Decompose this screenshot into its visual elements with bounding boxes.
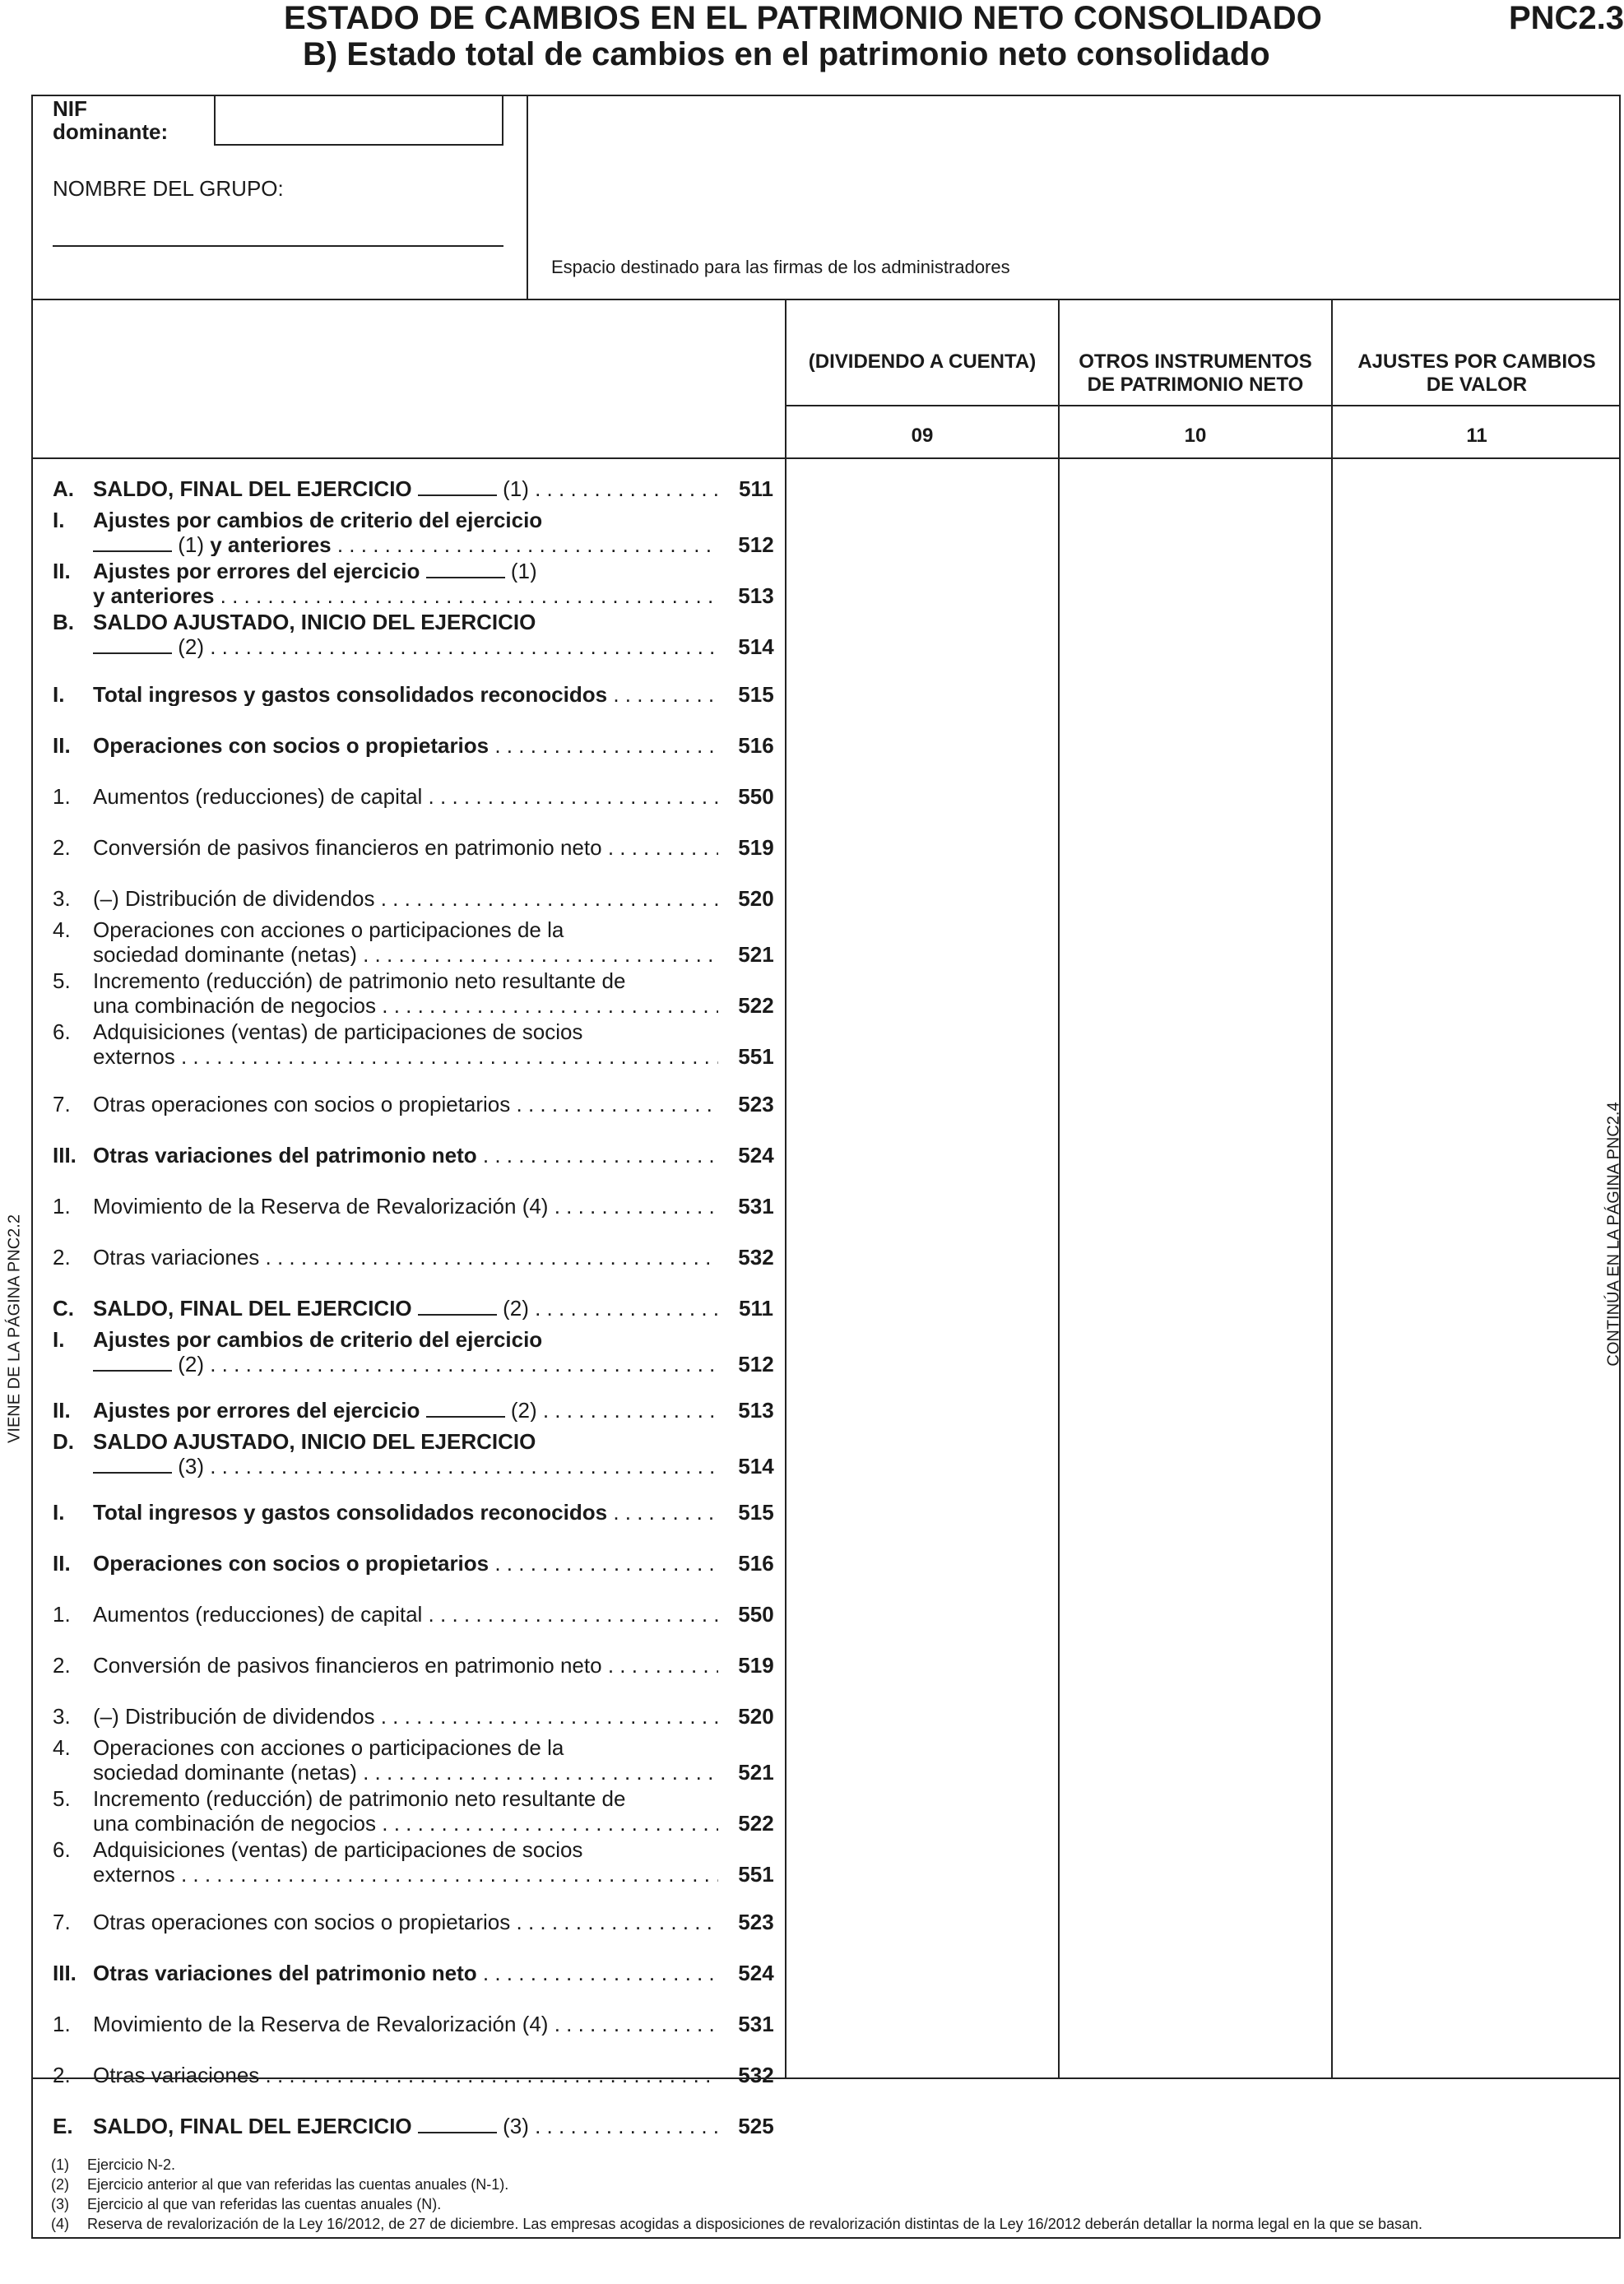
row-code: 531	[738, 1194, 774, 1219]
row-label: Otras variaciones . . .	[93, 2063, 718, 2087]
row-code: 515	[738, 682, 774, 707]
table-row	[53, 836, 785, 861]
table-row	[53, 1838, 785, 1887]
table-row	[53, 508, 785, 558]
table-row	[53, 1328, 785, 1377]
row-number: D.	[53, 1429, 74, 1454]
document-subtitle: B) Estado total de cambios en el patrimonio neto consolidado	[303, 36, 1270, 72]
row-label: Adquisiciones (ventas) de participaciones de socios	[93, 1838, 583, 1861]
row-code: 522	[738, 993, 774, 1018]
row-code: 514	[738, 1454, 774, 1479]
row-code: 550	[738, 784, 774, 809]
row-label-continued: y anteriores . . .	[93, 584, 718, 607]
row-label-continued: (1) y anteriores . . .	[93, 533, 718, 556]
table-row	[53, 1093, 785, 1117]
row-number: 6.	[53, 1837, 71, 1862]
row-number: II.	[53, 1551, 71, 1576]
document-title: ESTADO DE CAMBIOS EN EL PATRIMONIO NETO CONSOLIDADO	[284, 0, 1323, 36]
row-code: 513	[738, 1398, 774, 1423]
table-row	[53, 1961, 785, 1986]
table-row	[53, 1399, 785, 1423]
col-divider-3	[1331, 299, 1333, 2077]
table-row	[53, 1195, 785, 1219]
row-label: Aumentos (reducciones) de capital . . .	[93, 1603, 718, 1626]
row-label: Total ingresos y gastos consolidados reconocidos . . .	[93, 1501, 718, 1524]
row-code: 520	[738, 886, 774, 911]
row-code: 512	[738, 1352, 774, 1376]
period-blank[interactable]	[93, 534, 172, 552]
row-code: 551	[738, 1862, 774, 1887]
row-code: 519	[738, 1653, 774, 1678]
column-code-11: 11	[1466, 425, 1487, 447]
row-label: SALDO, FINAL DEL EJERCICIO (3) . . .	[93, 2115, 718, 2138]
period-blank[interactable]	[93, 636, 172, 654]
group-label: NOMBRE DEL GRUPO:	[53, 176, 284, 201]
table-row	[53, 969, 785, 1019]
row-number: III.	[53, 1961, 77, 1985]
row-number: 4.	[53, 917, 71, 942]
row-number: A.	[53, 476, 74, 501]
row-number: II.	[53, 559, 71, 583]
row-code: 524	[738, 1961, 774, 1985]
page-code: PNC2.3	[1508, 0, 1624, 36]
column-code-10: 10	[1184, 425, 1207, 447]
row-label: SALDO, FINAL DEL EJERCICIO (2) . . .	[93, 1297, 718, 1320]
row-label-continued: una combinación de negocios . . .	[93, 994, 718, 1017]
row-number: 1.	[53, 1602, 71, 1627]
footnote: (1) Ejercicio N-2.	[51, 2156, 176, 2173]
row-label: Otras variaciones del patrimonio neto . . .	[93, 1144, 718, 1167]
row-label: Otras variaciones . . .	[93, 1246, 718, 1269]
row-label: Total ingresos y gastos consolidados reconocidos . . .	[93, 683, 718, 706]
nif-label: NIF dominante:	[53, 96, 169, 144]
table-row	[53, 559, 785, 609]
row-code: 519	[738, 835, 774, 860]
table-row	[53, 1430, 785, 1479]
row-label: SALDO AJUSTADO, INICIO DEL EJERCICIO	[93, 610, 536, 634]
footnote: (4) Reserva de revalorización de la Ley 16/2012, de 27 de diciembre. Las empresas acogidas a disposiciones de revalorización distintas de la Ley 16/2012 deberán detallar la norma legal en la que se basan.	[51, 2216, 1423, 2232]
col-divider-2	[1058, 299, 1060, 2077]
row-code: 514	[738, 634, 774, 659]
row-code: 531	[738, 2012, 774, 2036]
column-header-10: OTROS INSTRUMENTOS DE PATRIMONIO NETO	[1079, 350, 1312, 396]
row-code: 524	[738, 1143, 774, 1168]
table-row	[53, 1654, 785, 1678]
row-code: 515	[738, 1500, 774, 1525]
row-label: Otras operaciones con socios o propietarios . . .	[93, 1910, 718, 1934]
row-code: 523	[738, 1092, 774, 1116]
table-row	[53, 1144, 785, 1168]
row-label: Movimiento de la Reserva de Revalorización (4) . . .	[93, 1195, 718, 1218]
table-row	[53, 1705, 785, 1729]
row-label: SALDO AJUSTADO, INICIO DEL EJERCICIO	[93, 1430, 536, 1453]
row-label: Ajustes por cambios de criterio del ejercicio	[93, 508, 543, 532]
row-code: 511	[739, 1296, 773, 1321]
row-label: Ajustes por errores del ejercicio (1)	[93, 559, 537, 583]
row-code: 511	[739, 476, 773, 501]
row-label-continued: sociedad dominante (netas) . . .	[93, 1761, 718, 1784]
table-row	[53, 1910, 785, 1935]
table-row	[53, 2012, 785, 2037]
table-row	[53, 1020, 785, 1070]
row-code: 522	[738, 1811, 774, 1836]
table-row	[53, 1552, 785, 1576]
row-label-continued: sociedad dominante (netas) . . .	[93, 943, 718, 966]
table-row	[53, 2115, 785, 2139]
row-number: 2.	[53, 2063, 71, 2087]
period-blank[interactable]	[426, 1400, 505, 1418]
row-label: Movimiento de la Reserva de Revalorización (4) . . .	[93, 2012, 718, 2036]
table-row	[53, 1246, 785, 1270]
table-row	[53, 734, 785, 759]
header-divider	[785, 405, 1621, 406]
row-number: 7.	[53, 1092, 71, 1116]
row-number: I.	[53, 682, 65, 707]
table-row	[53, 1603, 785, 1627]
row-code: 516	[738, 733, 774, 758]
table-row	[53, 1297, 785, 1321]
row-label: Aumentos (reducciones) de capital . . .	[93, 785, 718, 808]
row-number: I.	[53, 508, 65, 532]
table-row	[53, 683, 785, 708]
row-code: 550	[738, 1602, 774, 1627]
period-blank[interactable]	[418, 2115, 497, 2133]
row-label-continued: (2) . . .	[93, 1353, 718, 1376]
row-label: Adquisiciones (ventas) de participaciones de socios	[93, 1020, 583, 1043]
row-label-continued: externos . . .	[93, 1863, 718, 1886]
signatures-label: Espacio destinado para las firmas de los administradores	[551, 257, 1010, 277]
row-label: SALDO, FINAL DEL EJERCICIO (1) . . .	[93, 477, 718, 500]
row-number: B.	[53, 610, 74, 634]
table-bottom-line	[31, 2077, 1621, 2079]
row-label-continued: externos . . .	[93, 1045, 718, 1068]
table-row	[53, 1787, 785, 1836]
row-label: Conversión de pasivos financieros en patrimonio neto . . .	[93, 1654, 718, 1677]
table-row	[53, 2063, 785, 2088]
period-blank[interactable]	[93, 1455, 172, 1474]
row-code: 532	[738, 1245, 774, 1270]
row-label-continued: (2) . . .	[93, 635, 718, 658]
row-number: 1.	[53, 2012, 71, 2036]
table-row	[53, 918, 785, 968]
column-code-09: 09	[911, 425, 934, 447]
row-code: 551	[738, 1044, 774, 1069]
footnote: (2) Ejercicio anterior al que van referidas las cuentas anuales (N-1).	[51, 2176, 509, 2193]
table-row	[53, 477, 785, 502]
row-number: 5.	[53, 1786, 71, 1811]
row-number: 1.	[53, 1194, 71, 1219]
row-label-continued: (3) . . .	[93, 1455, 718, 1478]
column-header-09: (DIVIDENDO A CUENTA)	[808, 350, 1037, 373]
row-label: Incremento (reducción) de patrimonio neto resultante de	[93, 1787, 626, 1810]
row-label: (–) Distribución de dividendos . . .	[93, 887, 718, 910]
table-row	[53, 1736, 785, 1785]
row-number: C.	[53, 1296, 74, 1321]
period-blank[interactable]	[426, 560, 505, 578]
column-header-11: AJUSTES POR CAMBIOS DE VALOR	[1357, 350, 1596, 396]
row-number: 3.	[53, 886, 71, 911]
row-code: 512	[738, 532, 774, 557]
row-code: 521	[738, 942, 774, 967]
row-label: Otras operaciones con socios o propietarios . . .	[93, 1093, 718, 1116]
row-code: 513	[738, 583, 774, 608]
table-row	[53, 610, 785, 660]
row-label: Operaciones con acciones o participaciones de la	[93, 1736, 564, 1759]
period-blank[interactable]	[93, 1353, 172, 1372]
row-number: I.	[53, 1327, 65, 1352]
period-blank[interactable]	[418, 1298, 497, 1316]
row-number: 2.	[53, 1245, 71, 1270]
row-number: 2.	[53, 1653, 71, 1678]
row-number: 7.	[53, 1910, 71, 1934]
row-label: Incremento (reducción) de patrimonio neto resultante de	[93, 969, 626, 992]
row-label: Otras variaciones del patrimonio neto . . .	[93, 1961, 718, 1985]
row-code: 532	[738, 2063, 774, 2087]
id-divider	[527, 95, 528, 299]
row-number: 1.	[53, 784, 71, 809]
row-code: 516	[738, 1551, 774, 1576]
group-name-input[interactable]	[53, 245, 503, 247]
row-number: 3.	[53, 1704, 71, 1729]
row-number: II.	[53, 1398, 71, 1423]
col-divider-1	[785, 299, 786, 2077]
row-number: II.	[53, 733, 71, 758]
row-number: 4.	[53, 1735, 71, 1760]
table-top-line	[31, 457, 1621, 459]
row-label: Operaciones con socios o propietarios . . .	[93, 1552, 718, 1575]
row-number: 6.	[53, 1019, 71, 1044]
row-label: Ajustes por errores del ejercicio (2) . . .	[93, 1399, 718, 1422]
table-row	[53, 785, 785, 810]
row-code: 523	[738, 1910, 774, 1934]
table-row	[53, 1501, 785, 1525]
row-label: Conversión de pasivos financieros en patrimonio neto . . .	[93, 836, 718, 859]
table-row	[53, 887, 785, 912]
row-label: Operaciones con socios o propietarios . . .	[93, 734, 718, 757]
row-number: E.	[53, 2114, 73, 2138]
row-label: Operaciones con acciones o participaciones de la	[93, 918, 564, 941]
row-number: 2.	[53, 835, 71, 860]
row-code: 521	[738, 1760, 774, 1785]
row-label: Ajustes por cambios de criterio del ejercicio	[93, 1328, 543, 1351]
period-blank[interactable]	[418, 478, 497, 496]
nif-input[interactable]	[214, 95, 503, 146]
row-code: 525	[738, 2114, 774, 2138]
row-label-continued: una combinación de negocios . . .	[93, 1812, 718, 1835]
footnote: (3) Ejercicio al que van referidas las cuentas anuales (N).	[51, 2196, 442, 2212]
row-number: 5.	[53, 968, 71, 993]
section-divider	[31, 299, 1621, 300]
row-number: I.	[53, 1500, 65, 1525]
row-code: 520	[738, 1704, 774, 1729]
row-label: (–) Distribución de dividendos . . .	[93, 1705, 718, 1728]
side-label-right: CONTINÚA EN LA PÁGINA PNC2.4	[1604, 1102, 1623, 1367]
row-number: III.	[53, 1143, 77, 1168]
side-label-left: VIENE DE LA PÁGINA PNC2.2	[5, 1214, 24, 1443]
